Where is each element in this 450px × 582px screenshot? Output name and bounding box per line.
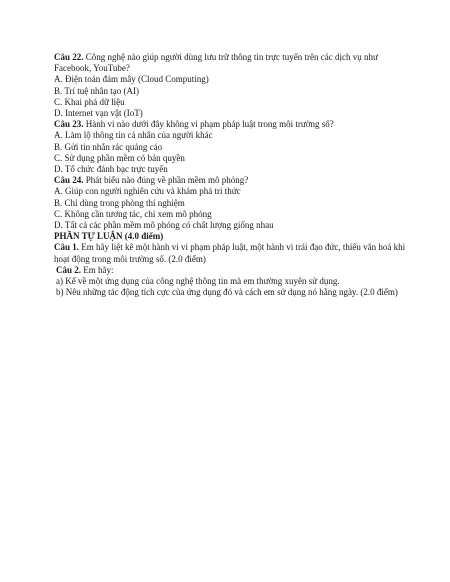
option-c: C. Không cần tương tác, chỉ xem mô phỏng [54, 208, 212, 219]
option-c: C. Khai phá dữ liệu [54, 96, 125, 107]
question-text: Công nghệ nào giúp người dùng lưu trữ thông tin trực tuyến trên các dịch vụ như Facebook, YouTube? [54, 52, 378, 74]
essay-question-2 [54, 265, 410, 276]
question-23 [54, 119, 410, 130]
document-page [54, 52, 410, 298]
essay-question-2a: a) Kể về một ứng dụng của công nghệ thông tin mà em thường xuyên sử dụng. [56, 276, 340, 287]
option-d: D. Internet vạn vật (IoT) [54, 108, 143, 119]
question-number: Câu 2. [56, 264, 82, 275]
option-b: B. Trí tuệ nhân tạo (AI) [54, 85, 139, 96]
option-a: A. Làm lộ thông tin cá nhân của người khác [54, 130, 213, 141]
question-text: Em hãy: [83, 264, 114, 275]
question-22 [54, 52, 410, 74]
option-d: D. Tổ chức đánh bạc trực tuyến [54, 164, 168, 175]
question-number: Câu 22. [54, 52, 84, 62]
question-text: Hành vi nào dưới đây không vi phạm pháp luật trong môi trường số? [85, 119, 334, 130]
question-number: Câu 1. [54, 242, 80, 253]
question-number: Câu 23. [54, 119, 84, 130]
section-title: PHẦN TỰ LUẬN (4.0 điểm) [54, 231, 164, 242]
essay-heading [54, 231, 410, 242]
option-b: B. Gửi tin nhắn rác quảng cáo [54, 141, 163, 152]
question-text: Em hãy liệt kê một hành vi vi phạm pháp luật, một hành vi trái đạo đức, thiếu văn hoá khi hoạt động trong môi trường số. (2.0 điểm) [54, 242, 406, 264]
option-a: A. Giúp con người nghiên cứu và khám phá tri thức [54, 186, 241, 197]
essay-question-2b: b) Nêu những tác động tích cực của ứng dụng đó và cách em sử dụng nó hằng ngày. (2.0 điểm) [56, 287, 398, 298]
question-text: Phát biểu nào đúng về phần mềm mô phỏng? [85, 175, 249, 186]
question-24 [54, 175, 410, 186]
question-number: Câu 24. [54, 175, 84, 186]
essay-question-1 [54, 242, 410, 264]
option-d: D. Tất cả các phần mềm mô phỏng có chất lượng giống nhau [54, 220, 274, 231]
option-c: C. Sử dụng phần mềm có bản quyền [54, 152, 185, 163]
option-b: B. Chỉ dùng trong phòng thí nghiệm [54, 197, 185, 208]
option-a: A. Điện toán đám mây (Cloud Computing) [54, 74, 209, 85]
